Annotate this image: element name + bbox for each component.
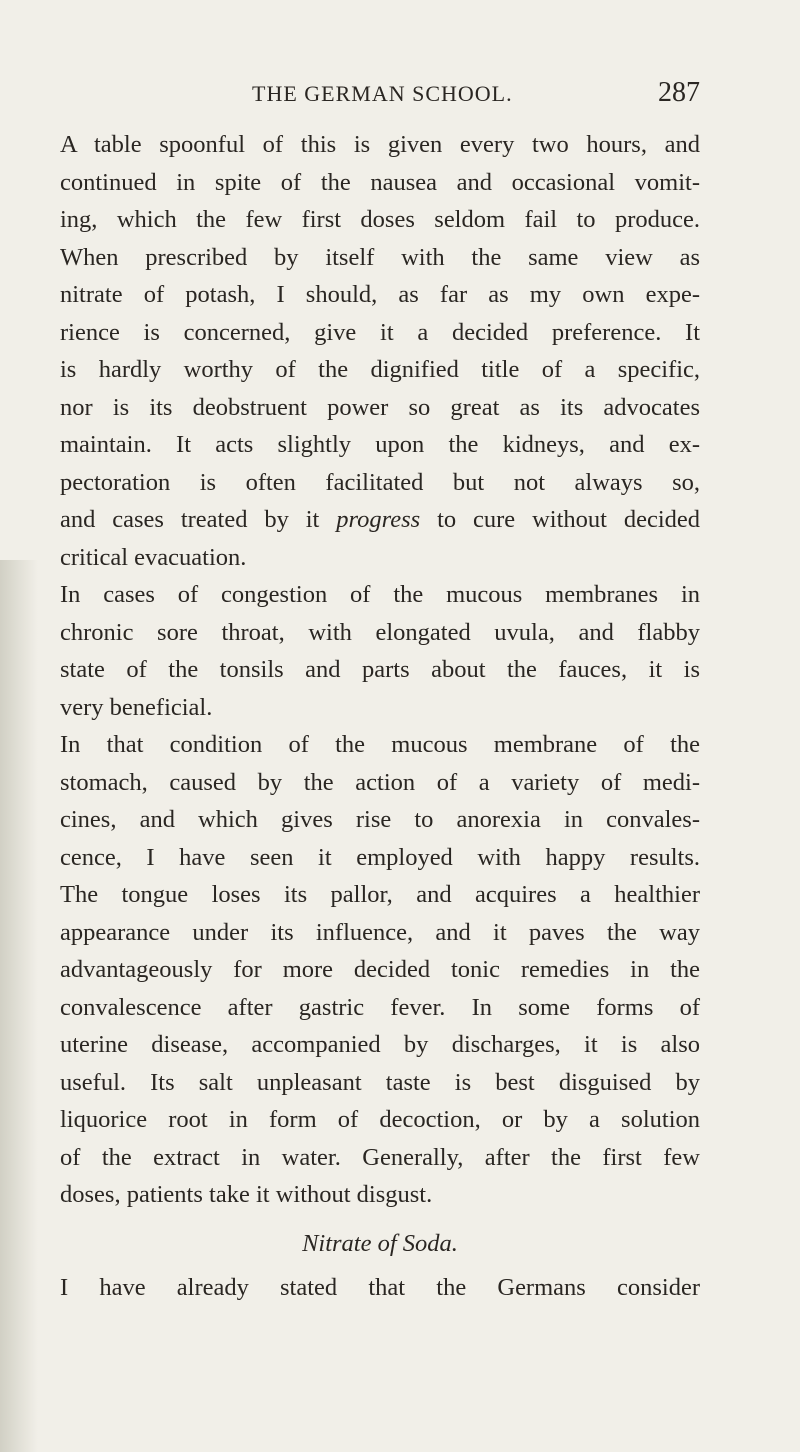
- text-line: pectoration is often facilitated but not always so,: [60, 468, 700, 496]
- running-title: THE GERMAN SCHOOL.: [252, 81, 513, 106]
- text-line: The tongue loses its pallor, and acquires a healthier: [60, 881, 700, 908]
- italic-word: progress: [336, 506, 421, 533]
- text-line: cence, I have seen it employed with happy results.: [60, 843, 700, 871]
- text-segment: and cases treated by it: [60, 506, 337, 533]
- text-line: nor is its deobstruent power so great as its advocates: [60, 393, 700, 421]
- text-line: In cases of congestion of the mucous membranes in: [60, 581, 700, 608]
- text-line: liquorice root in form of decoction, or by a solution: [60, 1106, 700, 1133]
- text-line: convalescence after gastric fever. In some forms of: [60, 993, 700, 1021]
- text-line: critical evacuation.: [60, 543, 247, 571]
- text-line: cines, and which gives rise to anorexia in convales-: [60, 806, 700, 833]
- page-number: 287: [658, 77, 700, 108]
- page-edge-shadow: [0, 560, 38, 1452]
- text-line: continued in spite of the nausea and occasional vomit-: [60, 168, 700, 196]
- text-line: state of the tonsils and parts about the fauces, it is: [60, 656, 700, 683]
- text-line: maintain. It acts slightly upon the kidneys, and ex-: [60, 431, 700, 458]
- text-line: In that condition of the mucous membrane of the: [60, 731, 700, 758]
- text-line: useful. Its salt unpleasant taste is best disguised by: [60, 1068, 700, 1096]
- text-line: nitrate of potash, I should, as far as my own expe-: [60, 281, 700, 308]
- text-line: chronic sore throat, with elongated uvula, and flabby: [60, 618, 700, 646]
- text-line: I have already stated that the Germans consider: [60, 1273, 700, 1301]
- text-line: is hardly worthy of the dignified title of a specific,: [60, 356, 700, 383]
- text-line: appearance under its influence, and it paves the way: [60, 918, 700, 946]
- text-line: rience is concerned, give it a decided preference. It: [60, 318, 700, 346]
- text-line: very beneficial.: [60, 693, 213, 721]
- text-line: A table spoonful of this is given every two hours, and: [60, 131, 700, 158]
- text-line: doses, patients take it without disgust.: [60, 1181, 433, 1208]
- text-line: of the extract in water. Generally, after the first few: [60, 1143, 700, 1171]
- text-line-with-italic: [60, 501, 700, 539]
- text-line: When prescribed by itself with the same view as: [60, 243, 700, 271]
- text-line: ing, which the few first doses seldom fail to produce.: [60, 206, 700, 233]
- running-head: [252, 77, 700, 115]
- text-segment: to cure without decided: [420, 506, 700, 533]
- text-line: stomach, caused by the action of a variety of medi-: [60, 768, 700, 796]
- text-line: advantageously for more decided tonic remedies in the: [60, 956, 700, 983]
- section-heading: Nitrate of Soda.: [302, 1229, 458, 1257]
- text-line: uterine disease, accompanied by discharges, it is also: [60, 1031, 700, 1058]
- body-text: [60, 126, 700, 1306]
